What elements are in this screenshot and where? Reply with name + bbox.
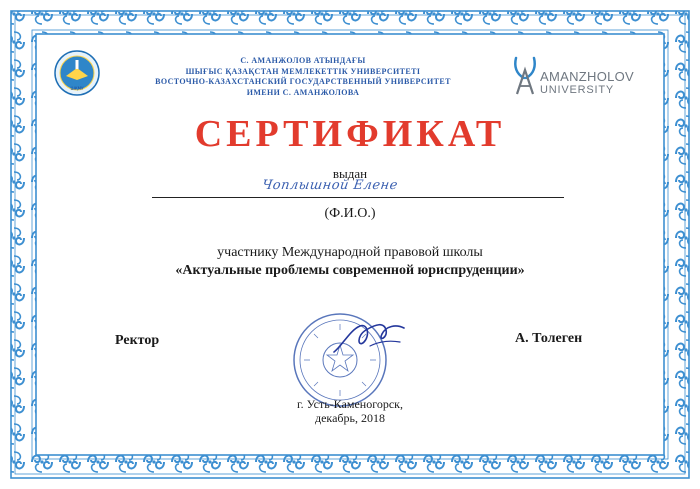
rector-label: Ректор (115, 333, 160, 348)
fio-label: (Ф.И.О.) (324, 206, 376, 221)
school-name: «Актуальные проблемы современной юриспруденции» (175, 263, 525, 278)
university-line-2: ШЫҒЫС ҚАЗАҚСТАН МЕМЛЕКЕТТІК УНИВЕРСИТЕТІ (185, 66, 421, 76)
emblem-text: ШҚМУ (70, 86, 84, 91)
name-underline (152, 197, 564, 198)
rector-signature (330, 312, 410, 362)
university-emblem-icon (54, 50, 100, 96)
university-name-block (128, 56, 478, 98)
university-line-4: ИМЕНИ С. АМАНЖОЛОВА (246, 87, 360, 97)
participant-line: участнику Международной правовой школы (217, 245, 483, 260)
issue-date: декабрь, 2018 (315, 411, 385, 425)
issued-label: выдан (332, 166, 368, 181)
brand-subtitle: UNIVERSITY (540, 84, 615, 96)
certificate-title: СЕРТИФИКАТ (194, 113, 506, 155)
university-line-3: ВОСТОЧНО-КАЗАХСТАНСКИЙ ГОСУДАРСТВЕННЫЙ УНИВЕРСИТЕТ (155, 77, 451, 86)
brand-name: AMANZHOLOV (540, 69, 635, 84)
recipient-name: Чоплышной Елене (261, 178, 399, 193)
rector-name: А. Толеген (515, 331, 583, 346)
university-line-1: С. АМАНЖОЛОВ АТЫНДАҒЫ (240, 56, 366, 65)
city-label: г. Усть-Каменогорск, (297, 397, 403, 411)
amanzholov-logo-icon (510, 56, 540, 98)
